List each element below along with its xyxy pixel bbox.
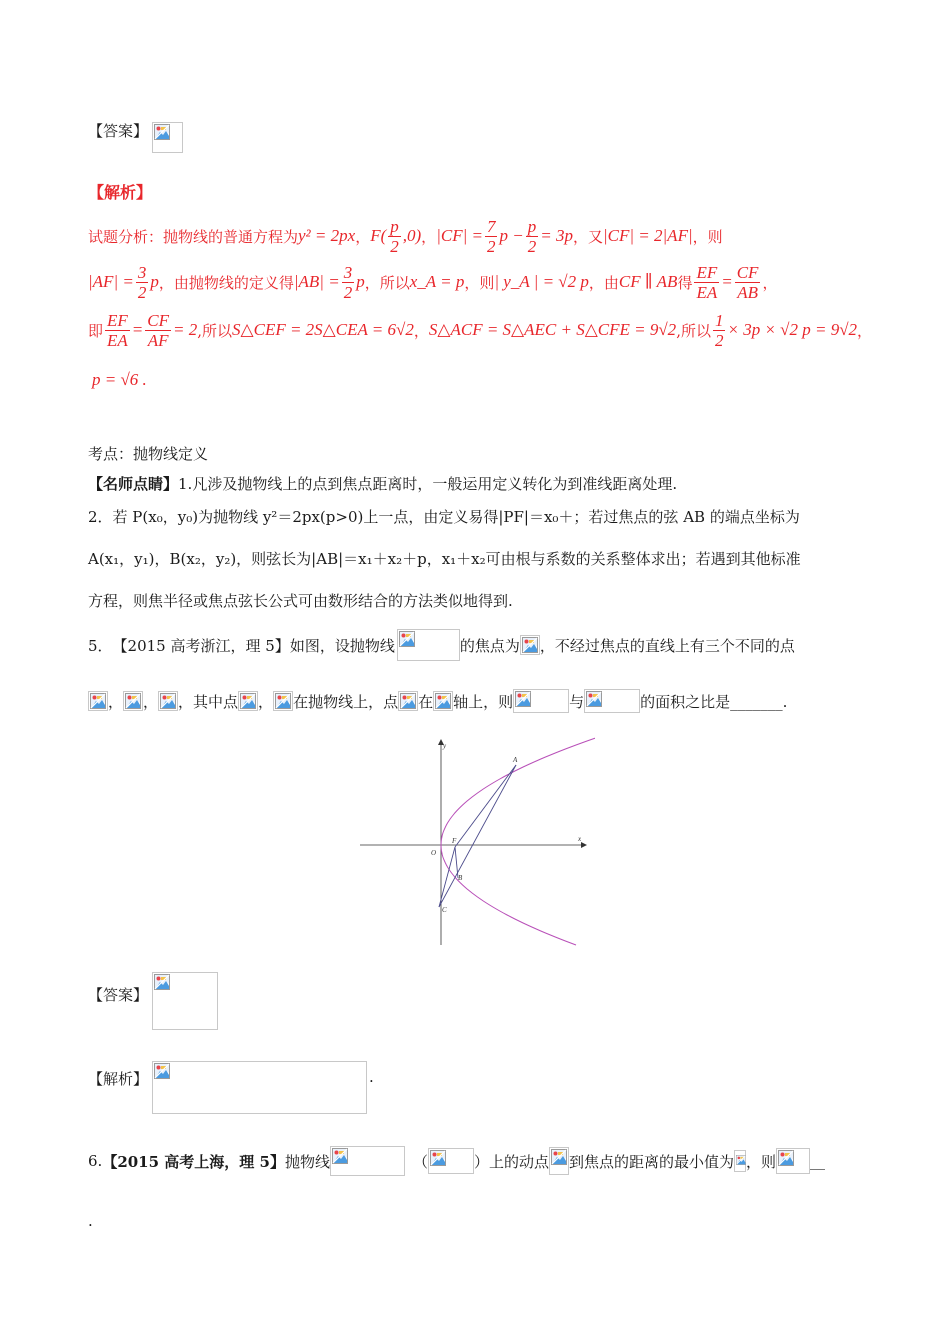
broken-image-icon xyxy=(154,974,170,990)
q6-text: 到焦点的距离的最小值为 xyxy=(569,1152,735,1171)
text-then: ，则 xyxy=(692,227,723,246)
q5-line-1 xyxy=(88,628,795,662)
q5-number: 5． xyxy=(88,636,113,655)
frac-cf-af xyxy=(145,312,171,349)
parabola-figure xyxy=(355,735,595,950)
eq-sign: = xyxy=(131,320,144,339)
eq-parabola: y² = 2px xyxy=(298,226,356,245)
text-again: ，又 xyxy=(572,227,603,246)
q6-blank: __ xyxy=(810,1152,826,1170)
q6-source: 【2015 高考上海，理 5】 xyxy=(102,1152,285,1171)
text-then: ，则 xyxy=(464,273,495,292)
broken-image-icon xyxy=(586,691,602,707)
label-y: y xyxy=(443,742,447,750)
line-af xyxy=(455,765,516,847)
paren-close: ） xyxy=(473,1152,489,1171)
sep: ， xyxy=(258,692,274,711)
q6-answer-placeholder xyxy=(776,1148,810,1174)
eq-af-end: p xyxy=(150,272,159,291)
eq-ya: | y_A | = √2 p xyxy=(494,272,589,291)
sep: ， xyxy=(762,273,778,292)
label-x: x xyxy=(578,835,582,843)
eq-focus: F( xyxy=(370,226,387,245)
frac-den: 2 xyxy=(343,282,353,302)
q5-text: 在抛物线上，点 xyxy=(293,692,399,711)
frac-den: AF xyxy=(147,330,169,350)
kaodian: 考点：抛物线定义 xyxy=(88,445,209,463)
broken-image-icon xyxy=(154,124,170,140)
q6-condition-placeholder xyxy=(428,1148,474,1174)
label-b: B xyxy=(458,874,463,882)
broken-image-icon xyxy=(515,691,531,707)
broken-image-icon xyxy=(332,1148,348,1164)
frac-1-2 xyxy=(713,312,726,349)
frac-3-2 xyxy=(136,264,149,301)
point-c2-placeholder xyxy=(398,691,418,711)
sep: ， xyxy=(355,227,371,246)
formula-image-placeholder xyxy=(397,629,460,661)
formula-image-placeholder xyxy=(520,635,540,655)
q6-text: 上的动点 xyxy=(489,1152,550,1171)
eq-cf-mid: p − xyxy=(499,226,524,245)
q5-source: 【2015 高考浙江，理 5】 xyxy=(112,636,290,655)
broken-image-icon xyxy=(551,1149,567,1165)
eq-cf: |CF| = xyxy=(436,226,483,245)
eq-cf-end: = 3p xyxy=(540,226,573,245)
text-so: ,所以 xyxy=(676,321,711,340)
frac-num: 7 xyxy=(486,216,496,236)
frac-num: CF xyxy=(147,310,170,330)
text-so: ,所以 xyxy=(197,321,233,340)
point-a-placeholder xyxy=(88,691,108,711)
point-b2-placeholder xyxy=(273,691,293,711)
eq-sign: = xyxy=(721,272,733,291)
frac-num: EF xyxy=(696,262,718,282)
triangle-bcf-placeholder xyxy=(513,689,569,713)
sep: ， xyxy=(413,321,429,340)
analysis-intro: 试题分析：抛物线的普通方程为 xyxy=(88,227,299,246)
frac-7-2 xyxy=(485,218,498,255)
eq-xa: x_A = p xyxy=(409,272,465,291)
broken-image-icon xyxy=(435,693,451,709)
sep: ， xyxy=(143,692,159,711)
frac-num: EF xyxy=(107,310,128,330)
broken-image-icon xyxy=(125,693,141,709)
eq-parallel: CF ∥ AB xyxy=(618,272,678,291)
broken-image-icon xyxy=(240,693,256,709)
q6-dot: . xyxy=(88,1212,93,1230)
q5-text: 如图，设抛物线 xyxy=(289,636,395,655)
sep: ， xyxy=(421,227,437,246)
q5-text: ，不经过焦点的直线上有三个不同的点 xyxy=(539,636,795,655)
sep: ， xyxy=(857,321,873,340)
broken-image-icon xyxy=(399,631,415,647)
analysis-line-1 xyxy=(88,216,723,256)
label-a: A xyxy=(513,756,518,764)
frac-num: 3 xyxy=(137,262,147,282)
frac-3-2b xyxy=(342,264,355,301)
q6-point-placeholder xyxy=(549,1147,569,1175)
line-ac xyxy=(439,765,516,907)
mingshi-line-2: 2．若 P(x₀，y₀)为抛物线 y²＝2px(p>0)上一点，由定义易得|PF|＝x₀＋；若过焦点的弦 AB 的端点坐标为 xyxy=(88,508,800,526)
q5-analysis-image-placeholder xyxy=(152,1061,367,1114)
frac-den: AB xyxy=(737,282,758,302)
q6-text: 抛物线 xyxy=(284,1152,330,1171)
frac-cf-ab xyxy=(735,264,761,301)
mingshi-line-3: A(x₁，y₁)，B(x₂，y₂)，则弦长为|AB|＝x₁＋x₂＋p，x₁＋x₂可由根与系数的关系整体求出；若遇到其他标准 xyxy=(88,550,801,568)
eq-ab: |AB| = xyxy=(293,272,340,291)
frac-ef-ea-2 xyxy=(105,312,130,349)
mingshi-label: 【名师点睛】 xyxy=(88,475,179,493)
point-a2-placeholder xyxy=(238,691,258,711)
label-o: O xyxy=(431,849,437,857)
eq-s2: S△ACF = S△AEC + S△CFE = 9√2 xyxy=(428,320,677,339)
q5-text: 的面积之比是_______. xyxy=(640,692,788,711)
eq-s1: S△CEF = 2S△CEA = 6√2 xyxy=(232,320,414,339)
frac-num: 1 xyxy=(714,310,724,330)
text-by: ，由 xyxy=(588,273,619,292)
q6-parabola-placeholder xyxy=(330,1146,405,1176)
q5-answer-label: 【答案】 xyxy=(88,986,149,1004)
label-c: C xyxy=(442,906,447,914)
q5-text: 轴上，则 xyxy=(453,692,514,711)
broken-image-icon xyxy=(160,693,176,709)
frac-num: p xyxy=(527,216,537,236)
sep: ， xyxy=(108,692,124,711)
answer-label: 【答案】 xyxy=(88,122,149,140)
broken-image-icon xyxy=(430,1150,446,1166)
text-so: ，所以 xyxy=(364,273,410,292)
frac-num: 3 xyxy=(343,262,353,282)
q6-text: ，则 xyxy=(746,1152,777,1171)
mingshi-line-1 xyxy=(88,473,677,494)
frac-ef-ea xyxy=(694,264,719,301)
point-b-placeholder xyxy=(123,691,143,711)
label-f: F xyxy=(452,837,457,845)
broken-image-icon xyxy=(400,693,416,709)
axis-placeholder xyxy=(433,691,453,711)
frac-den: 2 xyxy=(390,236,399,256)
mingshi-line-4: 方程，则焦半径或焦点弦长公式可由数形结合的方法类似地得到. xyxy=(88,592,513,610)
broken-image-icon xyxy=(736,1152,746,1168)
q5-text: ，其中点 xyxy=(178,692,239,711)
broken-image-icon xyxy=(778,1150,794,1166)
analysis-label: 【解析】 xyxy=(88,183,153,202)
eq-cf2: |CF| = 2|AF| xyxy=(602,226,693,245)
mingshi-text-1: 1.凡涉及抛物线上的点到焦点距离时，一般运用定义转化为到准线距离处理. xyxy=(178,475,678,493)
parabola-curve xyxy=(441,737,595,945)
analysis-line-4: p = √6 . xyxy=(92,370,147,389)
frac-den: 2 xyxy=(714,330,724,350)
point-c-placeholder xyxy=(158,691,178,711)
q5-text: 与 xyxy=(569,692,585,711)
x-axis-arrow xyxy=(581,842,587,848)
broken-image-icon xyxy=(90,693,106,709)
text-ji: 即 xyxy=(88,321,104,340)
text-by-def: ，由抛物线的定义得 xyxy=(158,273,294,292)
text-get: 得 xyxy=(677,273,693,292)
paren-open: （ xyxy=(412,1152,428,1171)
q5-text: 在 xyxy=(418,692,434,711)
broken-image-icon xyxy=(275,693,291,709)
q5-line-2 xyxy=(88,688,787,714)
eq-prod: × 3p × √2 p = 9√2 xyxy=(727,320,858,339)
frac-num: CF xyxy=(736,262,759,282)
q5-text: 的焦点为 xyxy=(459,636,520,655)
q5-analysis-label: 【解析】 xyxy=(88,1070,149,1088)
broken-image-icon xyxy=(154,1063,170,1079)
frac-den: EA xyxy=(107,330,128,350)
q6-number: 6. xyxy=(88,1152,103,1170)
answer-image-placeholder xyxy=(152,122,183,153)
frac-p-2 xyxy=(388,218,401,255)
eq-focus-end: ,0) xyxy=(402,226,422,245)
frac-den: 2 xyxy=(137,282,147,302)
broken-image-icon xyxy=(522,637,538,653)
frac-num: p xyxy=(390,216,399,236)
frac-den: EA xyxy=(696,282,718,302)
triangle-acf-placeholder xyxy=(584,689,640,713)
frac-den: 2 xyxy=(486,236,496,256)
analysis-line-3 xyxy=(88,310,872,350)
q6-line xyxy=(88,1144,825,1178)
frac-den: 2 xyxy=(527,236,537,256)
eq-ab-end: p xyxy=(356,272,365,291)
frac-p-2b xyxy=(526,218,539,255)
eq-af: |AF| = xyxy=(88,272,134,291)
eq-eq2: = 2 xyxy=(173,320,198,339)
q6-value-placeholder xyxy=(734,1150,746,1172)
q5-analysis-dot: . xyxy=(369,1068,374,1086)
q5-answer-image-placeholder xyxy=(152,972,218,1030)
analysis-line-2 xyxy=(88,262,777,302)
